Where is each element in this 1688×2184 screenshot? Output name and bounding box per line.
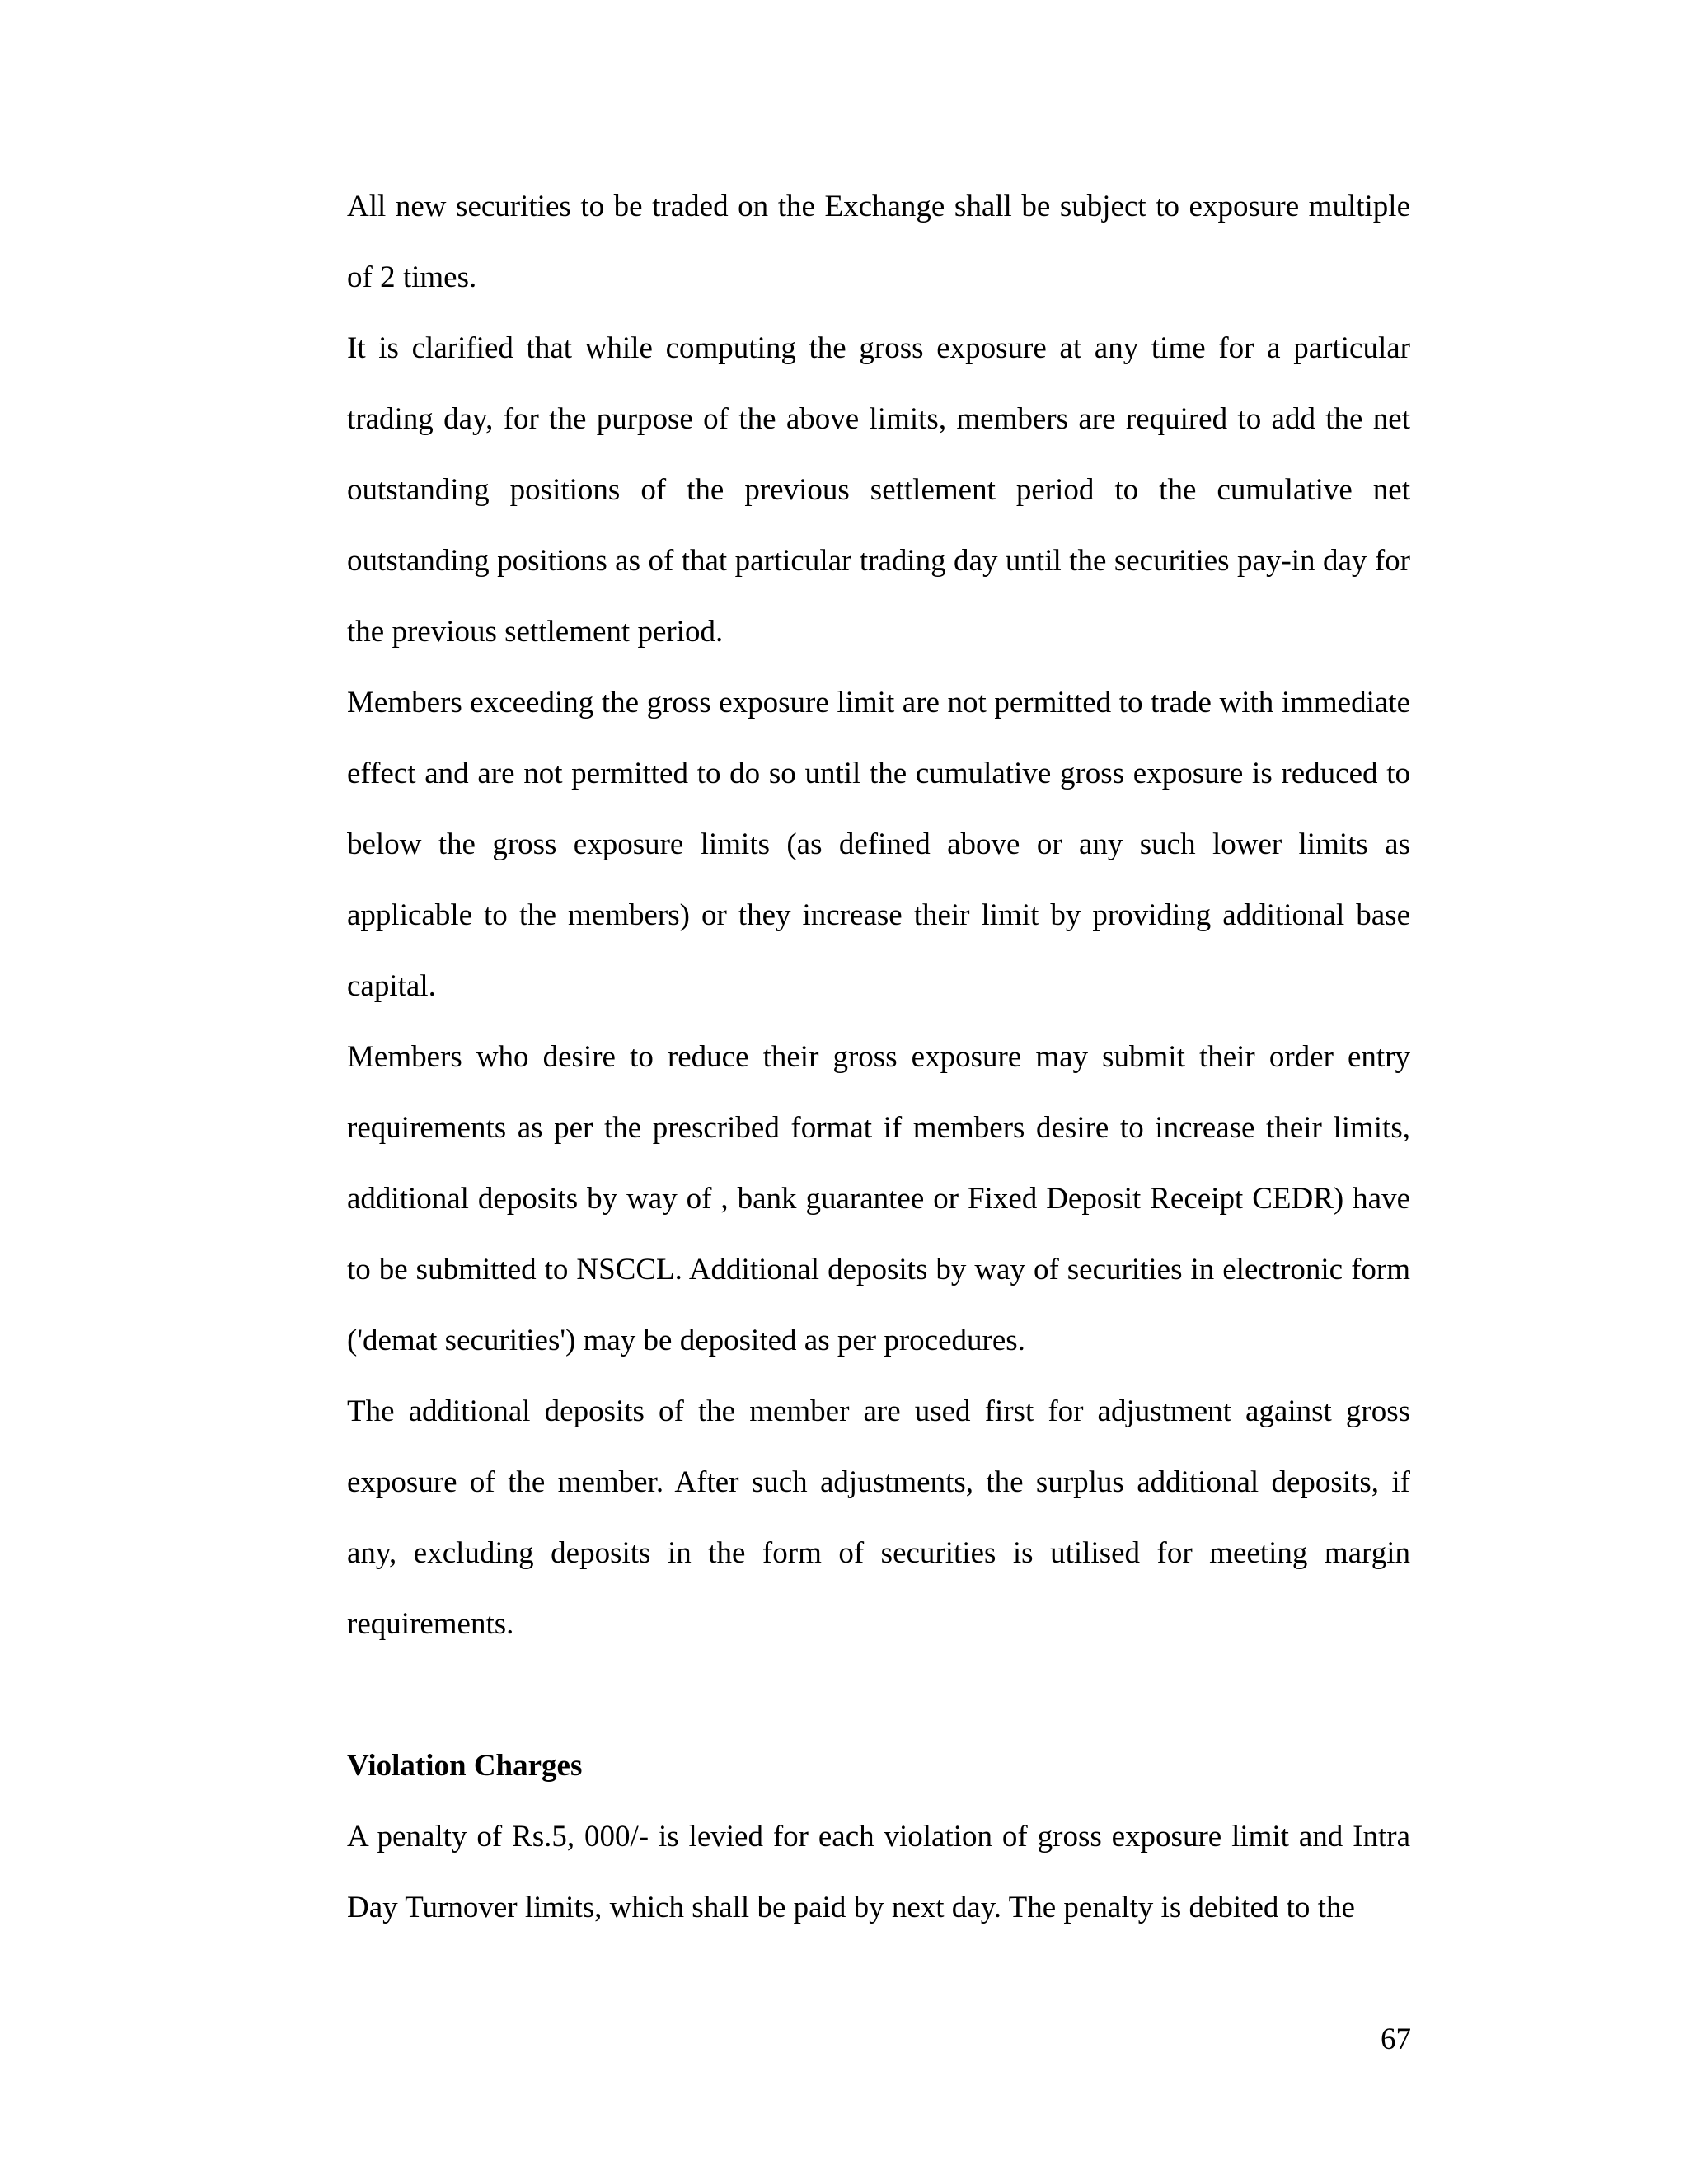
paragraph-reduce-exposure: Members who desire to reduce their gross exposure may submit their order entry requirements as per the prescribed format if members desire to increase their limits, additional deposits by way of , bank guarantee or Fixed Deposit Receipt CEDR) have to be submitted to NSCCL. Additional deposits by way of securities in electronic form ('demat securities') may be deposited as per procedures. [347, 1040, 1410, 1357]
page-number: 67 [1381, 2022, 1411, 2056]
paragraph-exceeding-limit: Members exceeding the gross exposure limit are not permitted to trade with immediate effect and are not permitted to do so until the cumulative gross exposure is reduced to below the gross exposure limits (as defined above or any such lower limits as applicable to the members) or they increase their limit by providing additional base capital. [347, 686, 1410, 1003]
section-spacer [347, 1660, 1410, 1731]
paragraph-new-securities: All new securities to be traded on the Exchange shall be subject to exposure multiple of 2 times. [347, 190, 1410, 294]
paragraph-additional-deposits: The additional deposits of the member are used first for adjustment against gross exposure of the member. After such adjustments, the surplus additional deposits, if any, excluding deposits in the form of securities is utilised for meeting margin requirements. [347, 1394, 1410, 1641]
section-heading: Violation Charges [347, 1749, 583, 1783]
page-content [347, 171, 1410, 1943]
paragraph-gross-exposure-computation: It is clarified that while computing the gross exposure at any time for a particular trading day, for the purpose of the above limits, members are required to add the net outstanding positions of the previous settlement period to the cumulative net outstanding positions as of that particular trading day until the securities pay-in day for the previous settlement period. [347, 331, 1410, 649]
paragraph-penalty: A penalty of Rs.5, 000/- is levied for each violation of gross exposure limit and Intra Day Turnover limits, which shall be paid by next day. The penalty is debited to the [347, 1820, 1410, 1924]
